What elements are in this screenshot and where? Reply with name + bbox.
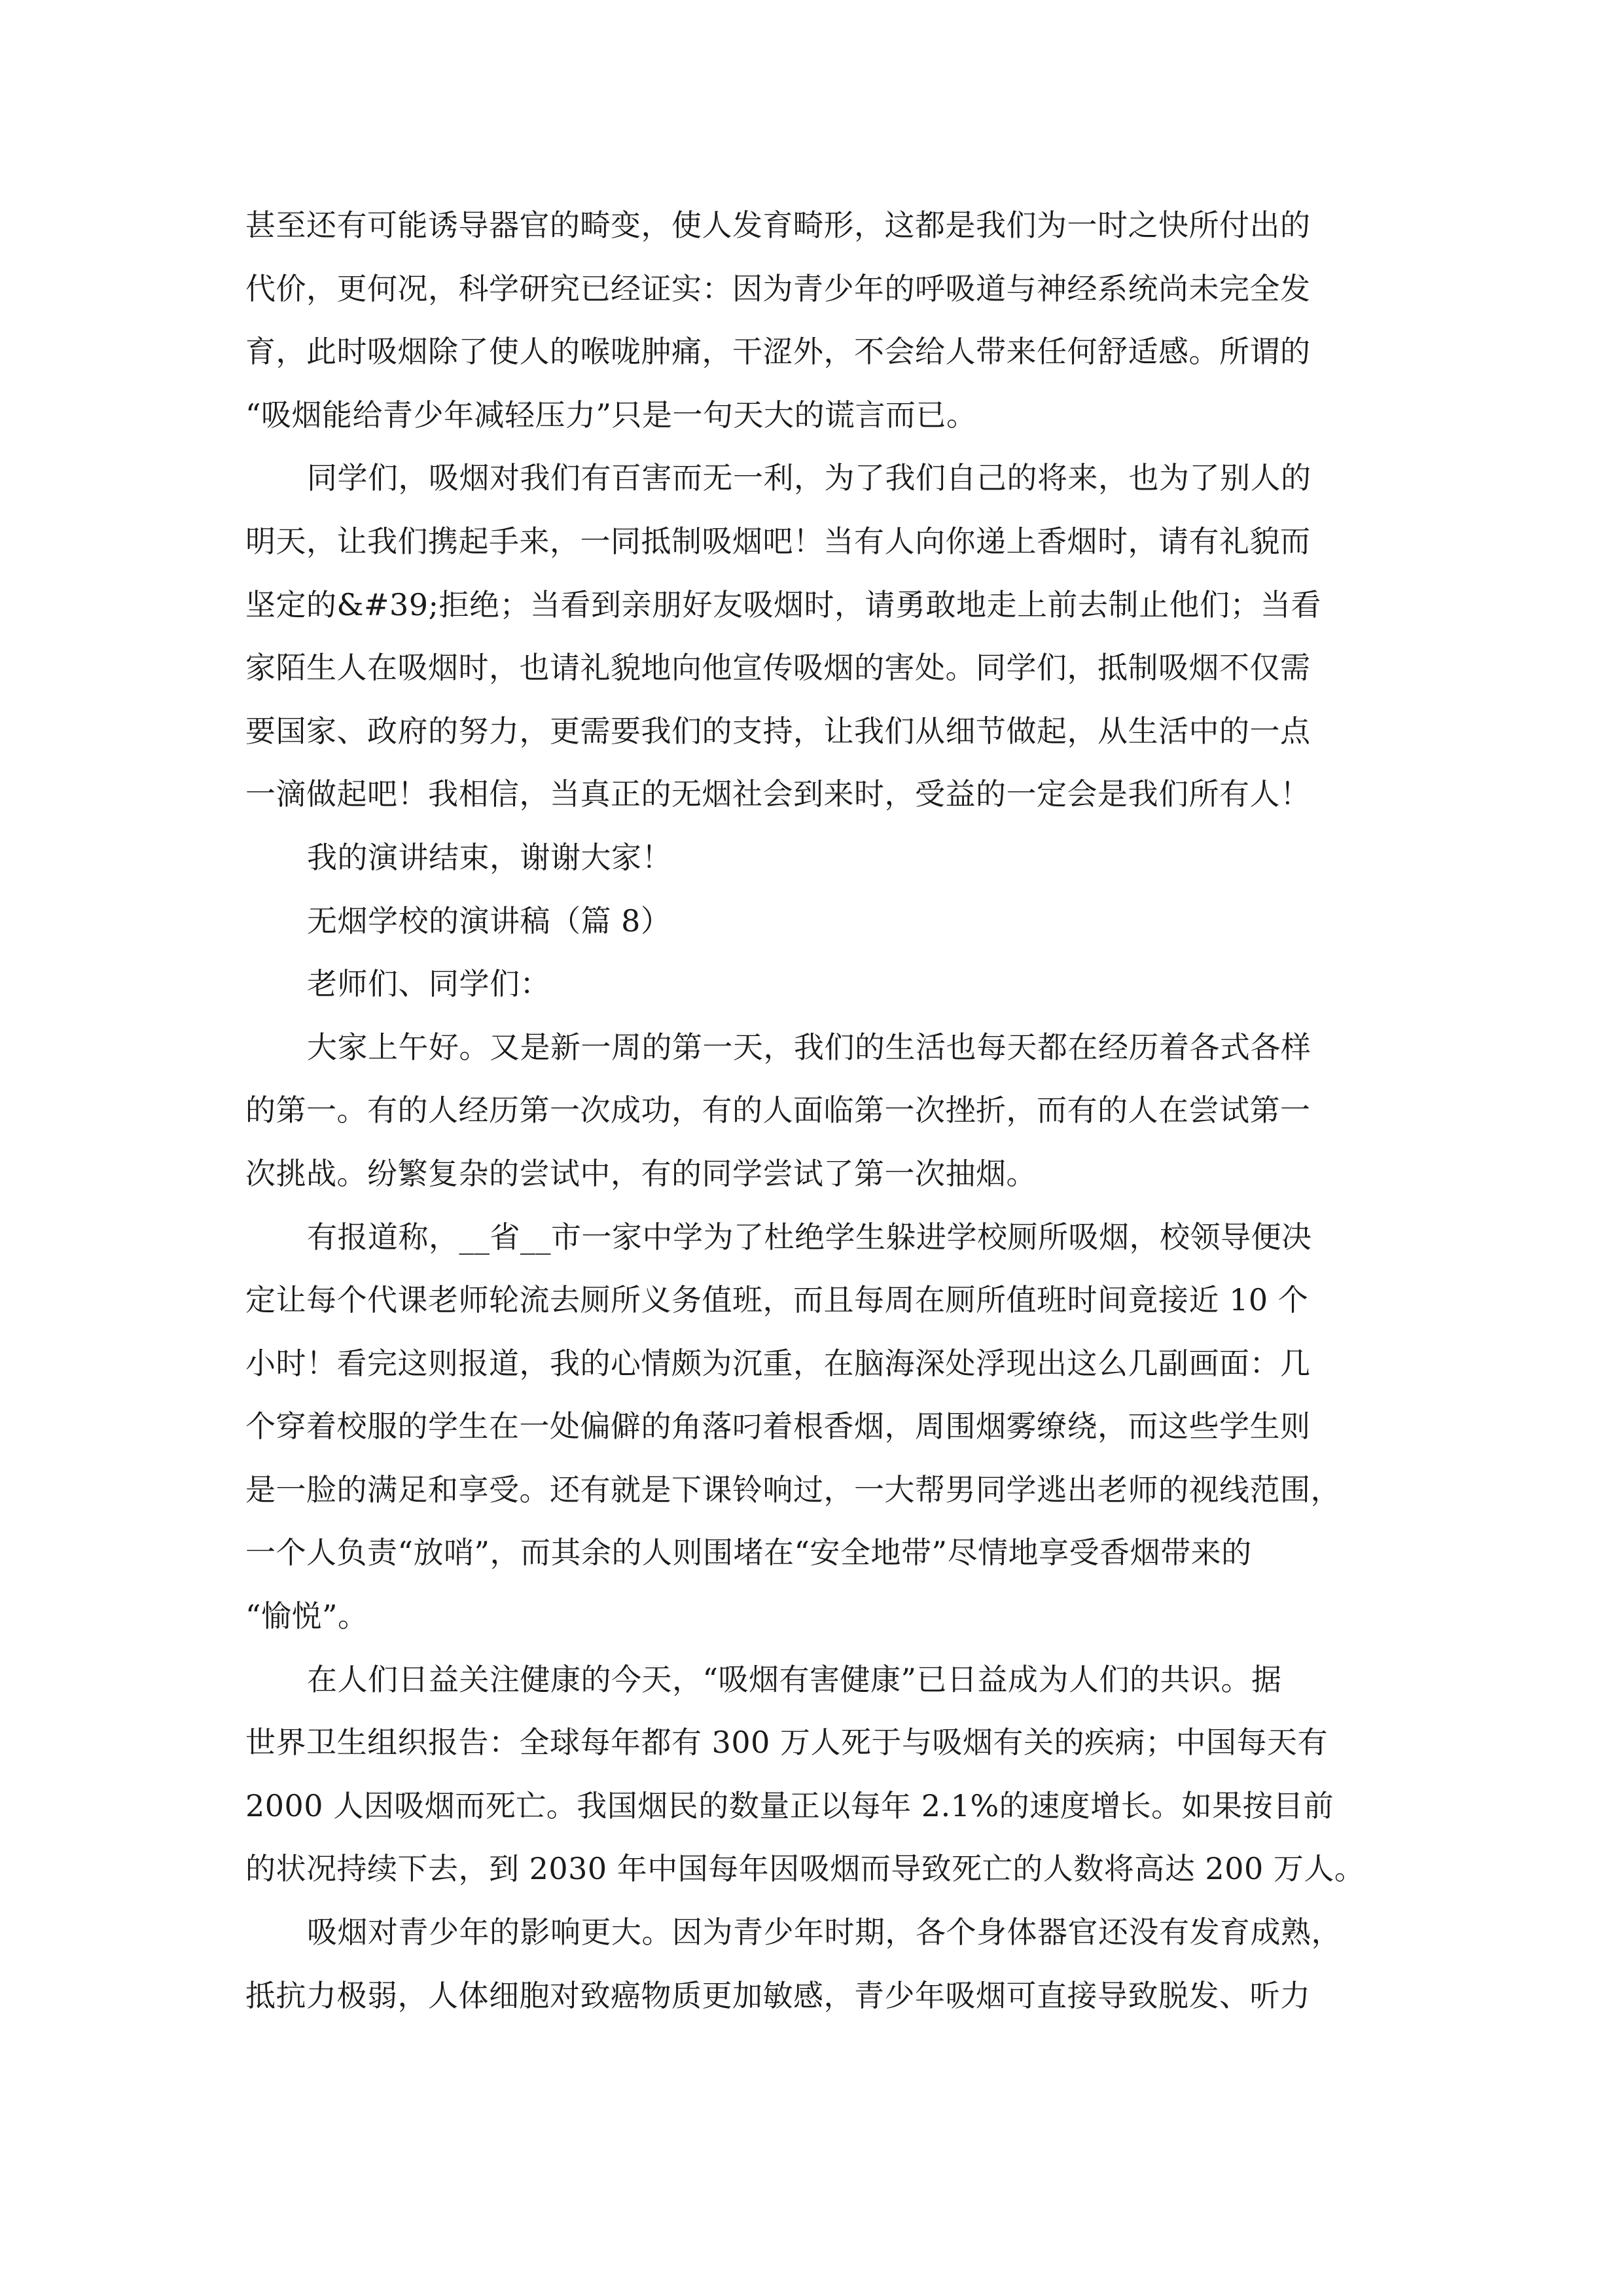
text-line: 抵抗力极弱，人体细胞对致癌物质更加敏感，青少年吸烟可直接导致脱发、听力: [245, 1977, 1311, 2013]
text-line: 小时！看完这则报道，我的心情颇为沉重，在脑海深处浮现出这么几副画面：几: [245, 1345, 1311, 1381]
text-line: 育，此时吸烟除了使人的喉咙肿痛，干涩外，不会给人带来任何舒适感。所谓的: [245, 334, 1311, 370]
text-line: 的状况持续下去，到 2030 年中国每年因吸烟而导致死亡的人数将高达 200 万人。: [245, 1851, 1365, 1887]
text-line: 大家上午好。又是新一周的第一天，我们的生活也每天都在经历着各式各样: [307, 1029, 1311, 1065]
text-line: 明天，让我们携起手来，一同抵制吸烟吧！当有人向你递上香烟时，请有礼貌而: [245, 523, 1311, 559]
text-line: 有报道称，__省__市一家中学为了杜绝学生躲进学校厕所吸烟，校领导便决: [307, 1219, 1312, 1255]
text-line: 一个人负责“放哨”，而其余的人则围堵在“安全地带”尽情地享受香烟带来的: [245, 1535, 1252, 1571]
text-line: 是一脸的满足和享受。还有就是下课铃响过，一大帮男同学逃出老师的视线范围，: [245, 1471, 1341, 1507]
text-line: 一滴做起吧！我相信，当真正的无烟社会到来时，受益的一定会是我们所有人！: [245, 776, 1311, 812]
text-line: 家陌生人在吸烟时，也请礼貌地向他宣传吸烟的害处。同学们，抵制吸烟不仅需: [245, 650, 1311, 686]
text-line: 吸烟对青少年的影响更大。因为青少年时期，各个身体器官还没有发育成熟，: [307, 1914, 1342, 1950]
text-line: 老师们、同学们：: [307, 966, 550, 1002]
text-line: 无烟学校的演讲稿（篇 8）: [307, 903, 671, 939]
text-line: 个穿着校服的学生在一处偏僻的角落叼着根香烟，周围烟雾缭绕，而这些学生则: [245, 1408, 1311, 1444]
text-line: “吸烟能给青少年减轻压力”只是一句天大的谎言而已。: [245, 397, 977, 433]
text-line: 在人们日益关注健康的今天，“吸烟有害健康”已日益成为人们的共识。据: [307, 1661, 1282, 1697]
text-line: 代价，更何况，科学研究已经证实：因为青少年的呼吸道与神经系统尚未完全发: [245, 270, 1311, 306]
body-text: [245, 194, 1397, 2027]
text-line: “愉悦”。: [245, 1598, 368, 1634]
text-line: 世界卫生组织报告：全球每年都有 300 万人死于与吸烟有关的疾病；中国每天有: [245, 1725, 1329, 1761]
text-line: 要国家、政府的努力，更需要我们的支持，让我们从细节做起，从生活中的一点: [245, 713, 1311, 749]
text-line: 次挑战。纷繁复杂的尝试中，有的同学尝试了第一次抽烟。: [245, 1155, 1037, 1191]
text-line: 甚至还有可能诱导器官的畸变，使人发育畸形，这都是我们为一时之快所付出的: [245, 207, 1311, 243]
text-line: 同学们，吸烟对我们有百害而无一利，为了我们自己的将来，也为了别人的: [307, 460, 1311, 496]
text-line: 2000 人因吸烟而死亡。我国烟民的数量正以每年 2.1%的速度增长。如果按目前: [245, 1787, 1334, 1823]
text-line: 的第一。有的人经历第一次成功，有的人面临第一次挫折，而有的人在尝试第一: [245, 1092, 1311, 1128]
text-line: 定让每个代课老师轮流去厕所义务值班，而且每周在厕所值班时间竟接近 10 个: [245, 1282, 1309, 1318]
text-line: 坚定的&#39;拒绝；当看到亲朋好友吸烟时，请勇敢地走上前去制止他们；当看: [245, 586, 1322, 622]
text-line: 我的演讲结束，谢谢大家！: [307, 839, 672, 875]
